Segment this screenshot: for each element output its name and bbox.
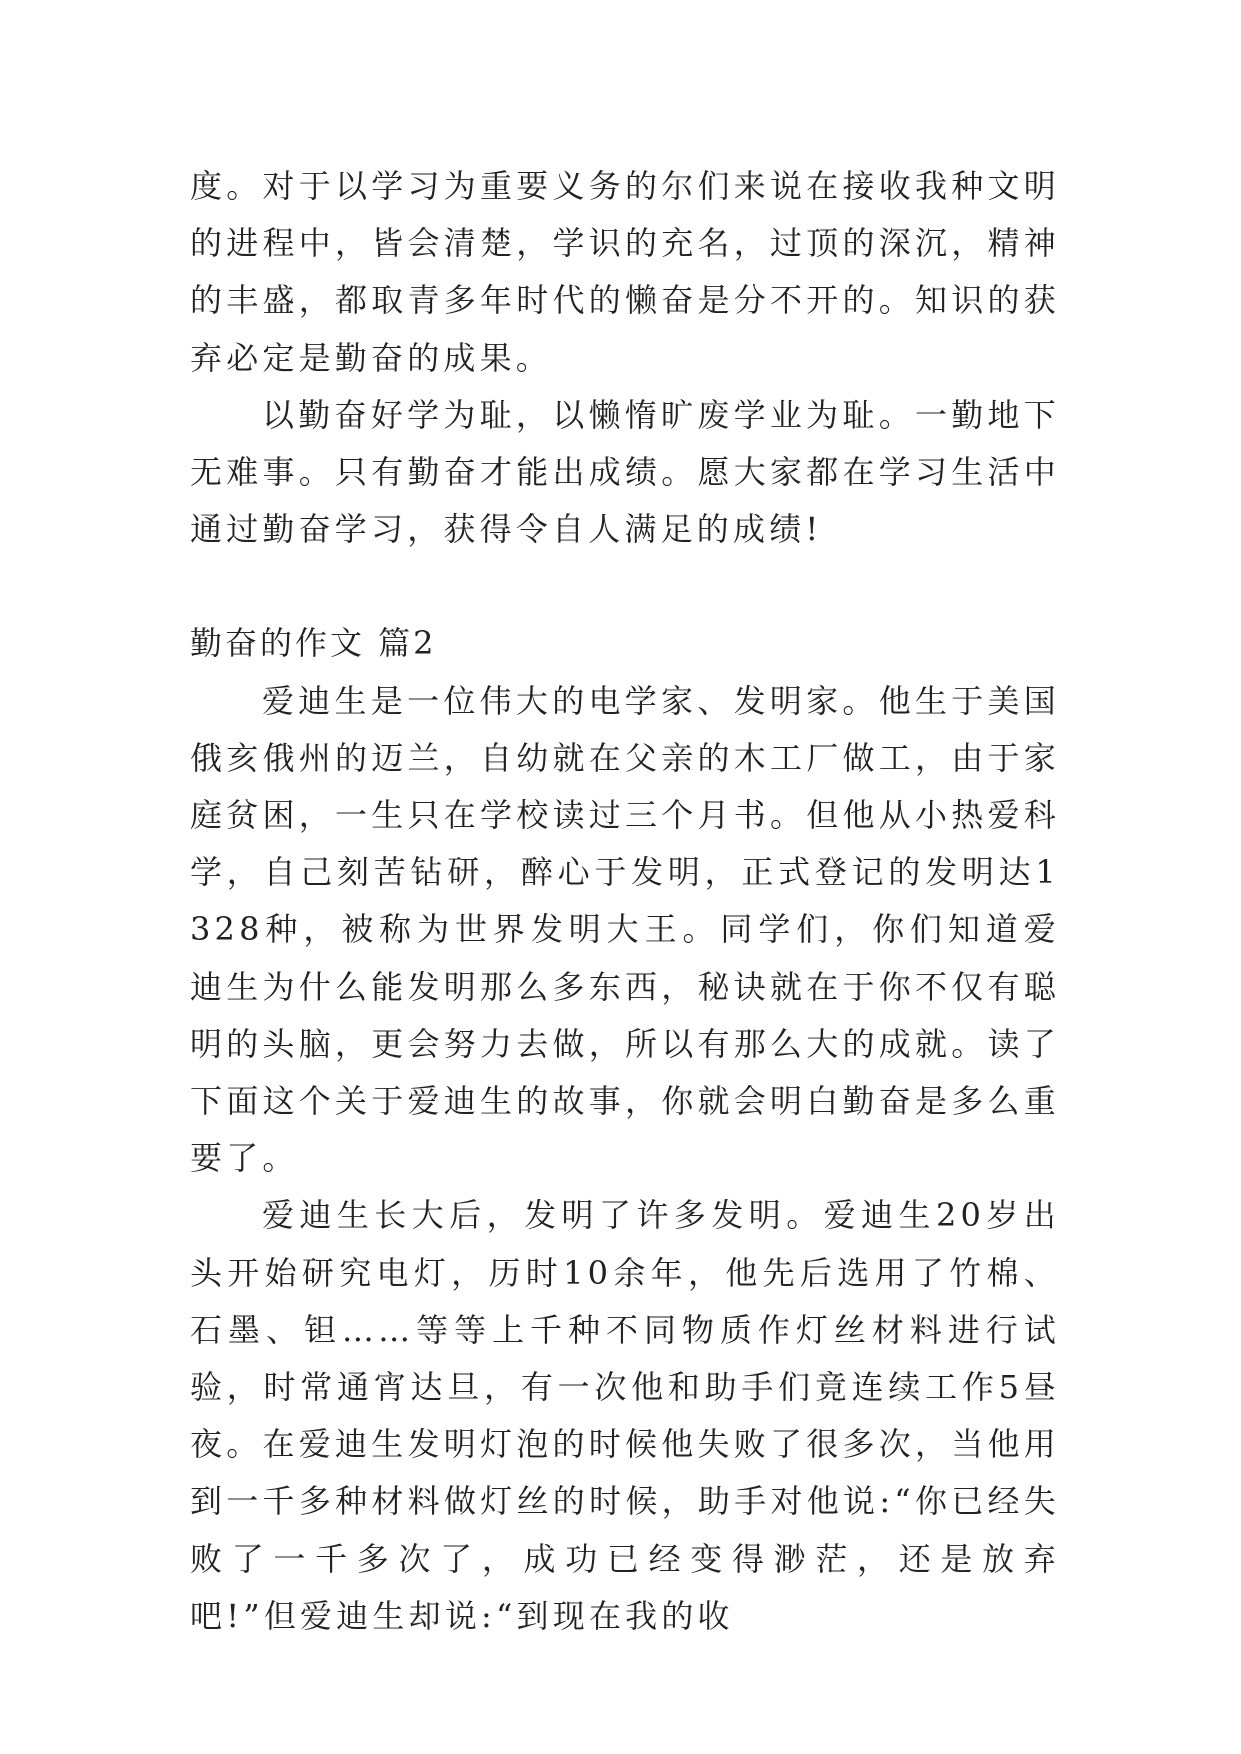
document-body xyxy=(190,158,1060,1645)
paragraph-edison-intro: 爱迪生是一位伟大的电学家、发明家。他生于美国俄亥俄州的迈兰，自幼就在父亲的木工厂做工，由于家庭贫困，一生只在学校读过三个月书。但他从小热爱科学，自己刻苦钻研，醉心于发明，正式登记的发明达1328种，被称为世界发明大王。同学们，你们知道爱迪生为什么能发明那么多东西，秘诀就在于你不仅有聪明的头脑，更会努力去做，所以有那么大的成就。读了下面这个关于爱迪生的故事，你就会明白勤奋是多么重要了。 xyxy=(190,681,1060,1178)
paragraph-conclusion: 以勤奋好学为耻，以懒惰旷废学业为耻。一勤地下无难事。只有勤奋才能出成绩。愿大家都在学习生活中通过勤奋学习，获得令自人满足的成绩! xyxy=(190,395,1060,549)
section-title: 勤奋的作文 篇2 xyxy=(190,624,437,663)
paragraph-continued: 度。对于以学习为重要义务的尔们来说在接收我种文明的进程中，皆会清楚，学识的充名，过顶的深沉，精神的丰盛，都取青多年时代的懒奋是分不开的。知识的获弃必定是勤奋的成果。 xyxy=(190,167,1060,377)
paragraph-edison-story: 爱迪生长大后，发明了许多发明。爱迪生20岁出头开始研究电灯，历时10余年，他先后选用了竹棉、石墨、钽……等等上千种不同物质作灯丝材料进行试验，时常通宵达旦，有一次他和助手们竟连续工作5昼夜。在爱迪生发明灯泡的时候他失败了很多次，当他用到一千多种材料做灯丝的时候，助手对他说:“你已经失败了一千多次了，成功已经变得渺茫，还是放弃吧!”但爱迪生却说:“到现在我的收 xyxy=(190,1196,1060,1635)
